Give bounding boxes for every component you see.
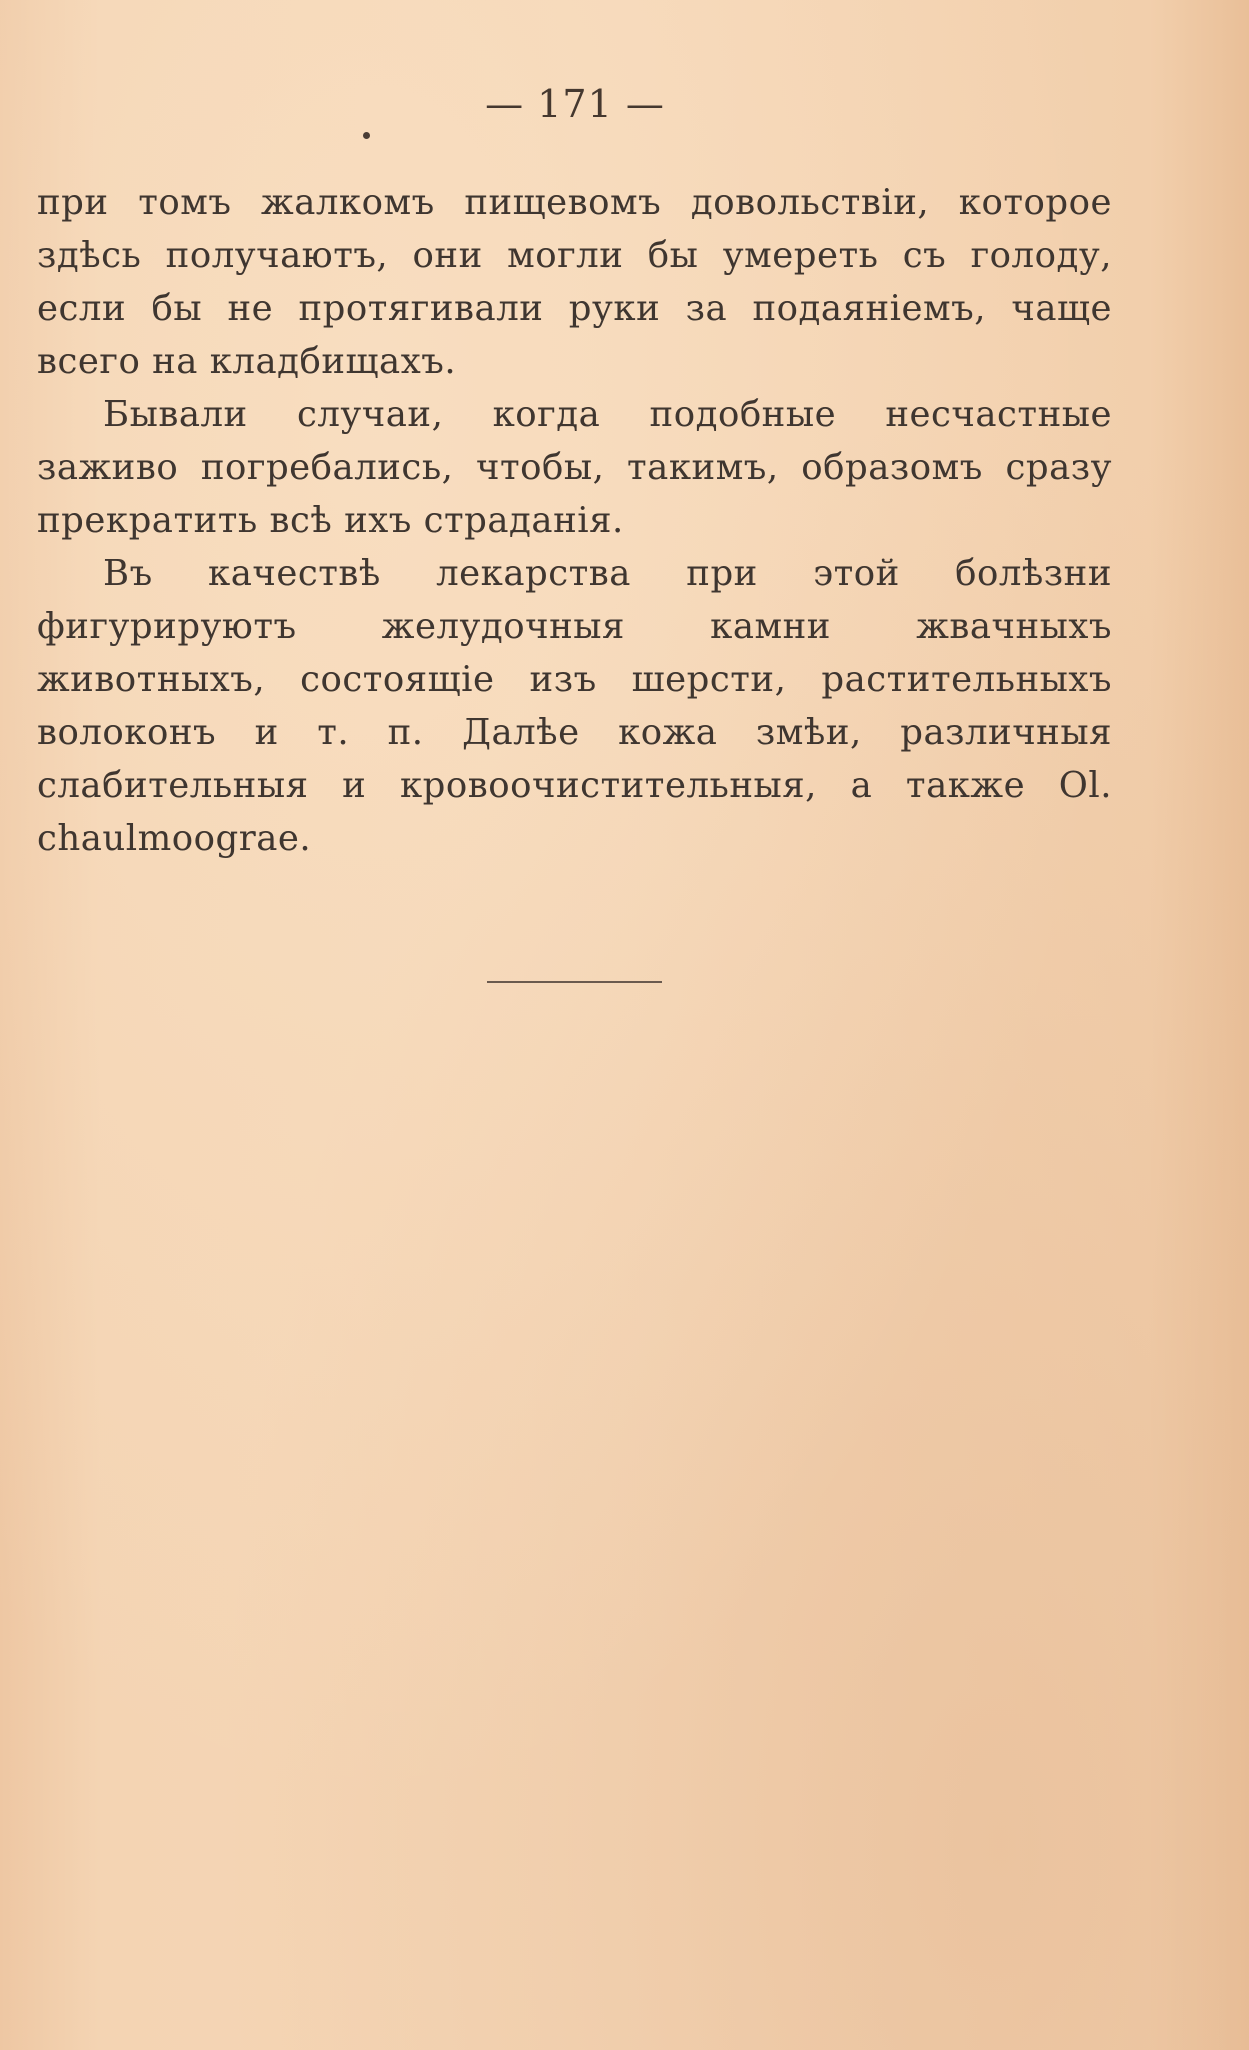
body-text: [37, 176, 1112, 865]
page-number: — 171 —: [485, 82, 665, 126]
paragraph-burial: Бывали случаи, когда подобные несчастные заживо погребались, чтобы, такимъ, образомъ сразу прекратить всѣ ихъ страданiя.: [37, 394, 1112, 541]
section-divider: [487, 981, 662, 983]
ink-speck: [363, 132, 370, 139]
paragraph-remedies: Въ качествѣ лекарства при этой болѣзни фигурируютъ желудочныя камни жвачныхъ животныхъ, состоящiе изъ шерсти, растительныхъ волоконъ и т. п. Далѣе кожа змѣи, различныя слабительныя и кровоочистительныя, а также Ol. chaulmoograe.: [37, 553, 1112, 859]
paragraph-continuation: при томъ жалкомъ пищевомъ довольствiи, которое здѣсь получаютъ, они могли бы умереть съ голоду, если бы не протягивали руки за подаянiемъ, чаще всего на кладбищахъ.: [37, 182, 1112, 382]
